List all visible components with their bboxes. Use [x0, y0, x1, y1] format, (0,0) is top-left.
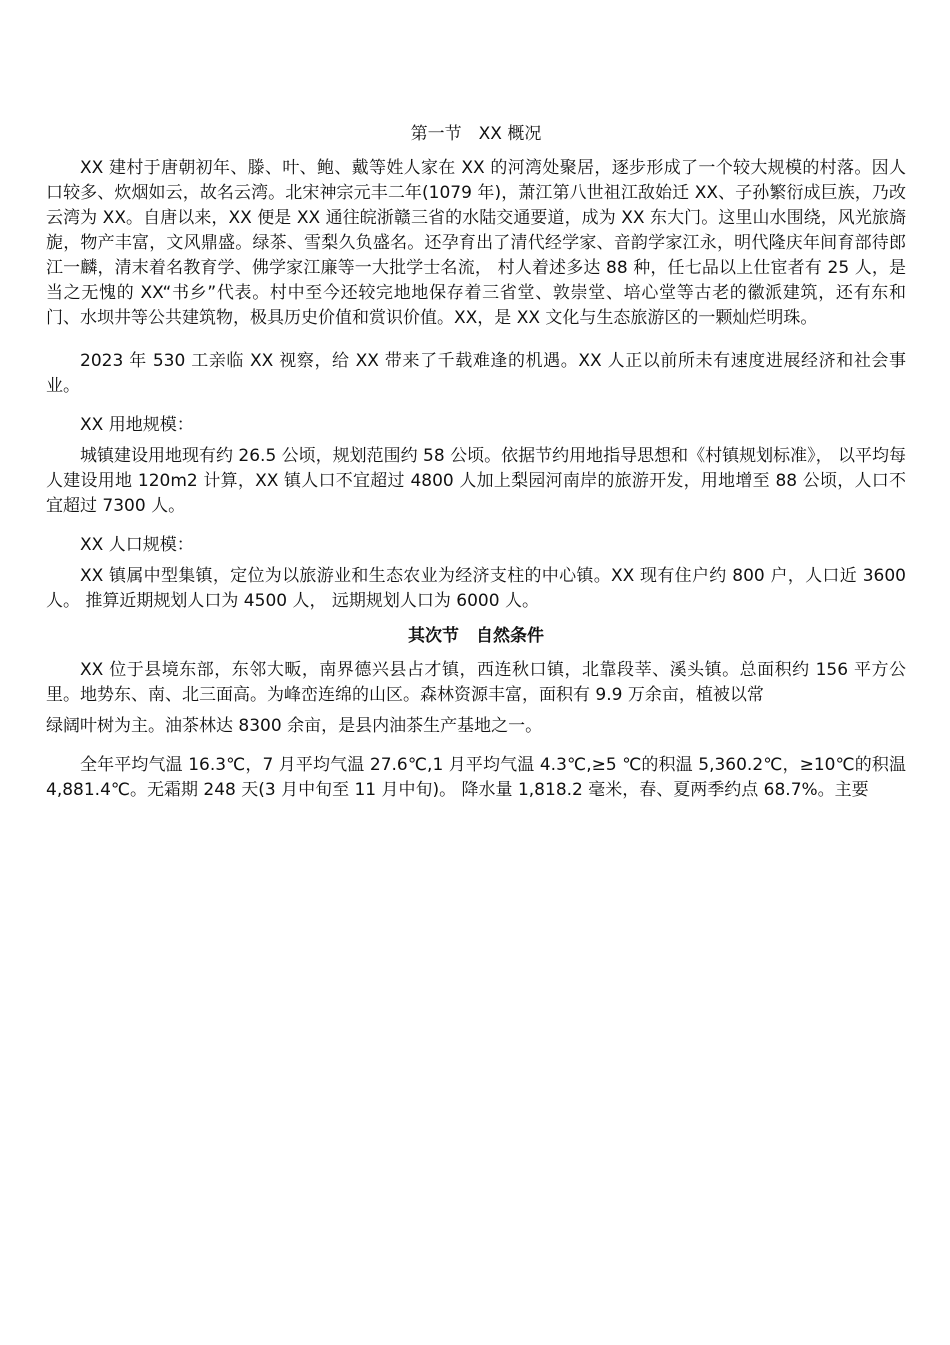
population-scale-label: XX 人口规模：	[80, 535, 194, 555]
section-2-geography-continuation: 绿阔叶树为主。油茶林达 8300 余亩，是县内油茶生产基地之一。	[46, 716, 543, 736]
section-2-title: 其次节 自然条件	[408, 626, 544, 646]
section-1-title: 第一节 XX 概况	[410, 124, 542, 144]
section-1-visit-paragraph: 2023 年 530 工亲临 XX 视察，给 XX 带来了千载难逢的机遇。XX 人正以前所未有速度进展经济和社会事业。	[46, 351, 906, 396]
document-body	[46, 118, 906, 817]
section-1-overview-paragraph: XX 建村于唐朝初年、滕、叶、鲍、戴等姓人家在 XX 的河湾处聚居，逐步形成了一个较大规模的村落。因人口较多、炊烟如云，故名云湾。北宋神宗元丰二年(1079 年)，萧江第八世祖江敌始迁 XX、子孙繁衍成巨族，乃改云湾为 XX。自唐以来，XX 便是 XX 通往皖浙赣三省的水陆交通要道，成为 XX 东大门。这里山水围绕，风光旅旖旎，物产丰富，文风鼎盛。绿茶、雪梨久负盛名。还孕育出了清代经学家、音韵学家江永，明代隆庆年间育部待郎江一麟，清末着名教育学、佛学家江廉等一大批学士名流， 村人着述多达 88 种，任七品以上仕宦者有 25 人，是当之无愧的 XX“书乡”代表。村中至今还较完地地保存着三省堂、敦崇堂、培心堂等古老的徽派建筑，还有东和门、水坝井等公共建筑物，极具历史价值和赏识价值。XX，是 XX 文化与生态旅游区的一颗灿烂明珠。	[46, 158, 906, 328]
land-scale-label: XX 用地规模：	[80, 415, 194, 435]
population-scale-paragraph: XX 镇属中型集镇，定位为以旅游业和生态农业为经济支柱的中心镇。XX 现有住户约 800 户，人口近 3600 人。 推算近期规划人口为 4500 人， 远期规划人口为 6000 人。	[46, 566, 906, 611]
land-scale-paragraph: 城镇建设用地现有约 26.5 公顷，规划范围约 58 公顷。依据节约用地指导思想和《村镇规划标准》， 以平均每人建设用地 120m2 计算，XX 镇人口不宜超过 4800 人加上梨园河南岸的旅游开发，用地增至 88 公顷，人口不宜超过 7300 人。	[46, 446, 907, 516]
section-2-geography-paragraph: XX 位于县境东部，东邻大畈，南界德兴县占才镇，西连秋口镇，北靠段莘、溪头镇。总面积约 156 平方公里。地势东、南、北三面高。为峰峦连绵的山区。森林资源丰富，面积有 9.9 万余亩，植被以常	[46, 660, 906, 705]
section-2-climate-paragraph: 全年平均气温 16.3℃，7 月平均气温 27.6℃,1 月平均气温 4.3℃,≥5 ℃的积温 5,360.2℃，≥10℃的积温 4,881.4℃。无霜期 248 天(3 月中旬至 11 月中旬)。 降水量 1,818.2 毫米，春、夏两季约点 68.7%。主要	[46, 755, 906, 800]
